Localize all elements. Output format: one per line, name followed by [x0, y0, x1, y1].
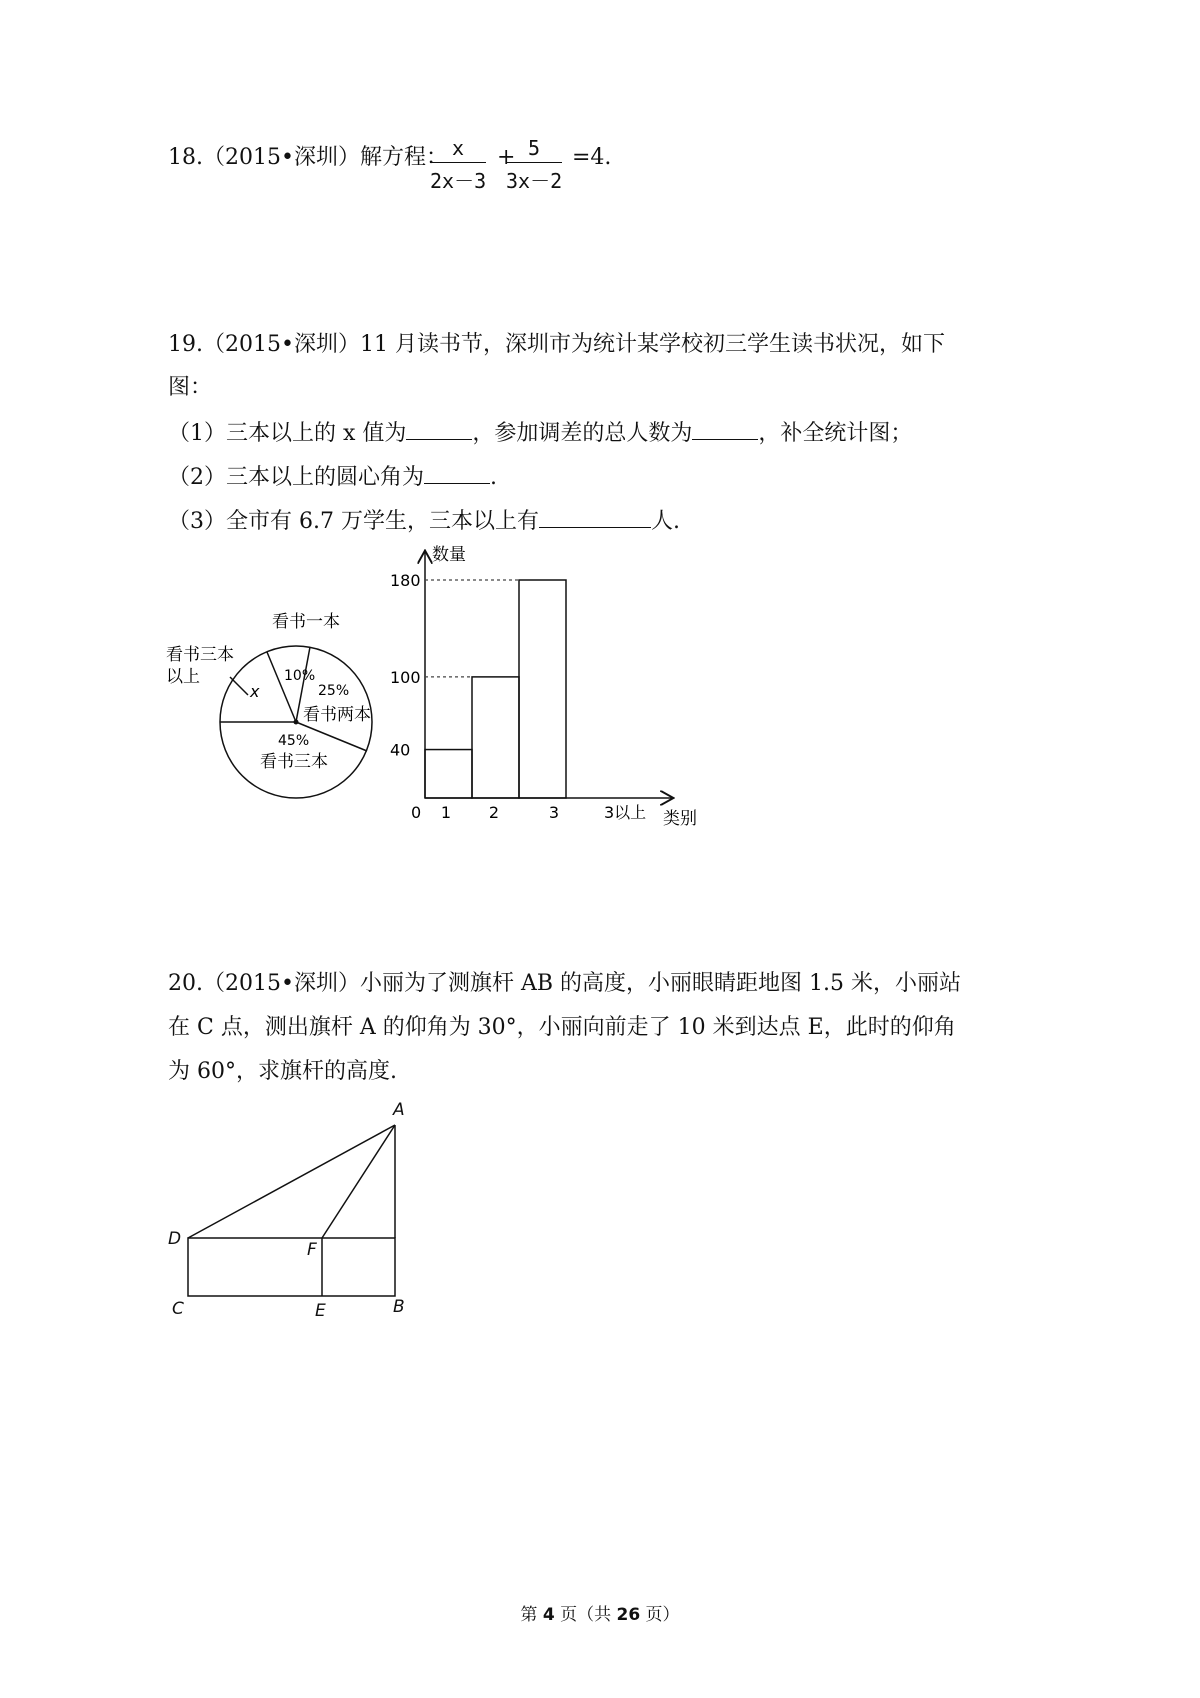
pie-center-dot — [294, 720, 299, 725]
point-label-c: C — [172, 1299, 184, 1319]
q18-fraction-1 — [430, 136, 486, 194]
bar-chart — [380, 540, 720, 840]
answer-blank-angle[interactable] — [424, 461, 490, 484]
q18-fraction-2 — [506, 136, 562, 194]
x-axis-label: 类别 — [663, 809, 697, 829]
q19-line-1: 19.（2015•深圳）11 月读书节，深圳市为统计某学校初三学生读书状况，如下 — [168, 332, 945, 357]
q18-plus: + — [497, 145, 516, 170]
pie-label-three: 看书三本 — [260, 752, 328, 772]
q18-label: 18.（2015•深圳）解方程： — [168, 145, 448, 170]
footer-suffix: 页） — [640, 1605, 680, 1625]
x-tick-group — [441, 803, 646, 822]
q19-part-2 — [168, 461, 497, 493]
q19-part-2-text-a: （2）三本以上的圆心角为 — [168, 465, 424, 490]
q19-line-2: 图： — [168, 375, 213, 400]
q19-part-1-text-c: ，补全统计图； — [758, 421, 913, 446]
rect-cdbf — [188, 1238, 395, 1296]
bar-1 — [425, 750, 472, 798]
pie-label-one: 看书一本 — [272, 612, 340, 632]
q19-part-1-text-a: （1）三本以上的 x 值为 — [168, 421, 407, 446]
segment-da — [188, 1125, 395, 1238]
footer-prefix: 第 — [520, 1605, 543, 1625]
answer-blank-x[interactable] — [406, 417, 472, 440]
footer-page-number: 4 — [542, 1605, 555, 1625]
point-label-b: B — [393, 1297, 405, 1317]
q18-rhs: =4. — [572, 145, 612, 170]
footer-total-pages: 26 — [616, 1605, 641, 1625]
point-label-d: D — [168, 1229, 182, 1249]
y-tick-label: 180 — [390, 571, 421, 590]
pie-pct-one: 10% — [284, 668, 316, 684]
page-footer — [0, 1600, 1200, 1625]
q19-part-1 — [168, 417, 912, 449]
pie-leader-line — [230, 677, 248, 695]
fraction-numerator: 5 — [506, 136, 562, 163]
pie-pct-two: 25% — [318, 683, 350, 699]
geometry-figure — [160, 1095, 420, 1325]
x-tick-label: 2 — [488, 803, 500, 822]
q20-line-3: 为 60°，求旗杆的高度. — [168, 1059, 397, 1084]
fraction-denominator: 2x－3 — [430, 169, 487, 193]
fraction-numerator: x — [430, 136, 486, 163]
q20-line-1: 20.（2015•深圳）小丽为了测旗杆 AB 的高度，小丽眼睛距地图 1.5 米，小丽站 — [168, 971, 961, 996]
y-tick-label: 100 — [390, 667, 421, 687]
q19-part-3-text-a: （3）全市有 6.7 万学生，三本以上有 — [168, 509, 539, 534]
pie-label-x: x — [250, 682, 260, 701]
point-label-a: A — [393, 1100, 405, 1120]
bar-group — [425, 580, 566, 798]
answer-blank-total[interactable] — [692, 417, 758, 440]
footer-middle: 页（共 — [554, 1605, 617, 1625]
y-tick-label: 40 — [390, 740, 411, 760]
x-tick-label: 3 — [548, 803, 560, 822]
answer-blank-count[interactable] — [539, 505, 651, 528]
point-label-f: F — [307, 1240, 317, 1260]
y-tick-label: 0 — [411, 803, 422, 822]
bar-3 — [519, 580, 566, 798]
x-tick-label: 3以上 — [604, 803, 647, 822]
segment-fa — [322, 1125, 395, 1238]
pie-label-two: 看书两本 — [303, 705, 371, 725]
bar-2 — [472, 677, 519, 798]
point-label-e: E — [315, 1301, 326, 1321]
q19-part-3 — [168, 505, 680, 537]
pie-label-more-line-2: 以上 — [166, 667, 200, 687]
pie-chart — [160, 600, 400, 820]
pie-divider-top-left — [267, 652, 296, 722]
q19-part-1-text-b: ，参加调差的总人数为 — [472, 421, 693, 446]
q19-part-2-text-b: . — [490, 465, 497, 490]
y-axis-label: 数量 — [432, 545, 466, 565]
y-tick-group — [390, 571, 421, 822]
pie-label-more-line-1: 看书三本 — [166, 645, 234, 665]
q19-part-3-text-b: 人. — [650, 509, 680, 534]
fraction-denominator: 3x－2 — [506, 169, 563, 193]
x-tick-label: 1 — [440, 803, 452, 822]
pie-pct-three: 45% — [278, 733, 310, 749]
q20-line-2: 在 C 点，测出旗杆 A 的仰角为 30°，小丽向前走了 10 米到达点 E，此时的仰角 — [168, 1015, 956, 1040]
